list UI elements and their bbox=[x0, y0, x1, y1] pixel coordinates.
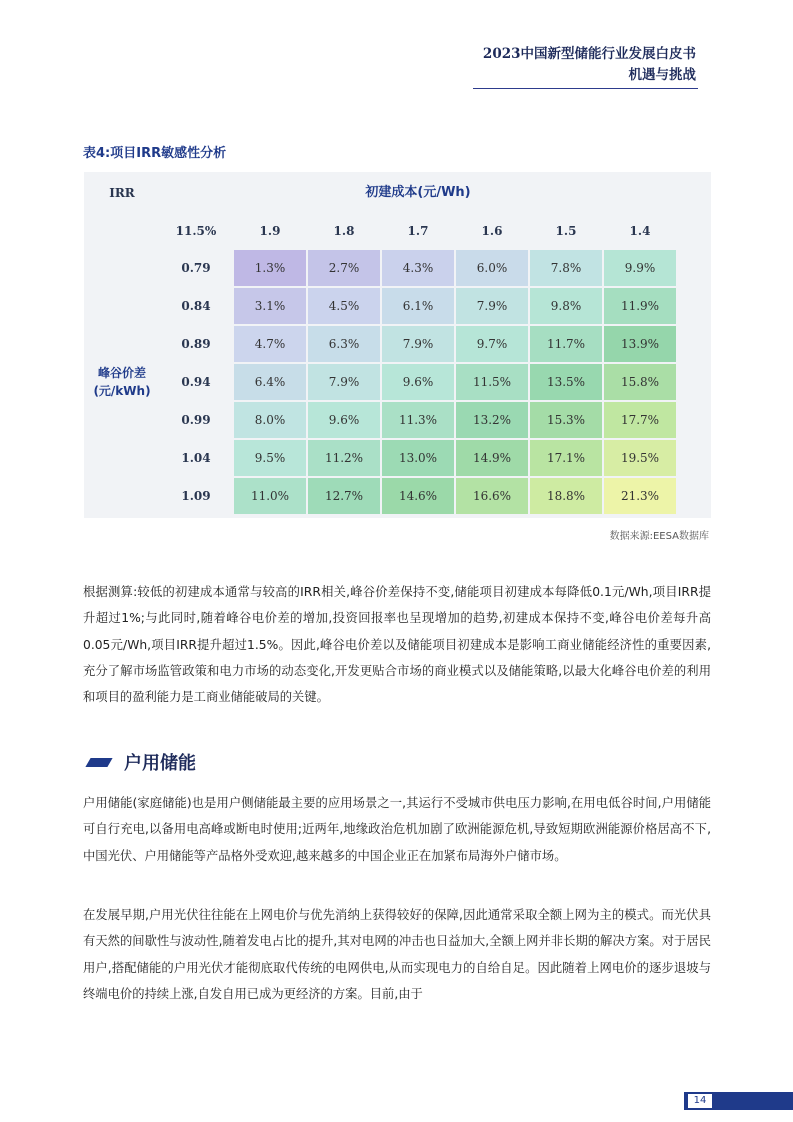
table-cell: 13.0% bbox=[382, 440, 454, 476]
table-cell: 19.5% bbox=[604, 440, 676, 476]
row-group-label-line2: (元/kWh) bbox=[93, 384, 151, 398]
data-source: 数据来源:EESA数据库 bbox=[609, 531, 709, 542]
table-corner-label: IRR bbox=[109, 186, 135, 200]
table-cell: 9.9% bbox=[604, 250, 676, 286]
table-row bbox=[86, 402, 676, 438]
row-header: 0.99 bbox=[181, 413, 211, 427]
table-cell: 13.5% bbox=[530, 364, 602, 400]
table-cell: 16.6% bbox=[456, 478, 528, 514]
row-header: 1.09 bbox=[181, 489, 211, 503]
table-cell: 9.8% bbox=[530, 288, 602, 324]
header-divider bbox=[473, 88, 698, 89]
column-header: 1.7 bbox=[407, 224, 429, 238]
table-title: 表4:项目IRR敏感性分析 bbox=[83, 146, 227, 161]
table-cell: 14.9% bbox=[456, 440, 528, 476]
table-cell: 17.1% bbox=[530, 440, 602, 476]
table-cell: 2.7% bbox=[308, 250, 380, 286]
row-header: 0.89 bbox=[181, 337, 211, 351]
paragraph-irr-analysis: 根据测算:较低的初建成本通常与较高的IRR相关,峰谷价差保持不变,储能项目初建成本每降低0.1元/Wh,项目IRR提升超过1%;与此同时,随着峰谷电价差的增加,投资回报率也呈现增加的趋势,初建成本保持不变,峰谷电价差每升高0.05元/Wh,项目IRR提升超过1.5%。因此,峰谷电价差以及储能项目初建成本是影响工商业储能经济性的重要因素,充分了解市场监管政策和电力市场的动态变化,开发更贴合市场的商业模式以及储能策略,以最大化峰谷电价差的利用和项目的盈利能力是工商业储能破局的关键。 bbox=[83, 585, 711, 705]
table-cell: 3.1% bbox=[234, 288, 306, 324]
table-row bbox=[86, 478, 676, 514]
table-cell: 14.6% bbox=[382, 478, 454, 514]
column-header: 1.6 bbox=[481, 224, 503, 238]
table-cell: 9.6% bbox=[382, 364, 454, 400]
table-cell: 4.5% bbox=[308, 288, 380, 324]
page-number: 14 bbox=[688, 1094, 712, 1108]
header-subtitle: 机遇与挑战 bbox=[628, 67, 696, 83]
table-cell: 13.2% bbox=[456, 402, 528, 438]
table-cell: 7.9% bbox=[382, 326, 454, 362]
table-cell: 12.7% bbox=[308, 478, 380, 514]
paragraph-home-storage-intro: 户用储能(家庭储能)也是用户侧储能最主要的应用场景之一,其运行不受城市供电压力影响,在用电低谷时间,户用储能可自行充电,以备用电高峰或断电时使用;近两年,地缘政治危机加剧了欧洲能源危机,导致短期欧洲能源价格居高不下,中国光伏、户用储能等产品格外受欢迎,越来越多的中国企业正在加紧布局海外户储市场。 bbox=[83, 796, 711, 863]
table-row bbox=[86, 288, 676, 324]
table-cell: 15.8% bbox=[604, 364, 676, 400]
row-header: 0.79 bbox=[181, 261, 211, 275]
irr-sensitivity-table bbox=[84, 172, 711, 518]
paragraph-home-storage-development: 在发展早期,户用光伏往往能在上网电价与优先消纳上获得较好的保障,因此通常采取全额上网为主的模式。而光伏具有天然的间歇性与波动性,随着发电占比的提升,其对电网的冲击也日益加大,全额上网并非长期的解决方案。对于居民用户,搭配储能的户用光伏才能彻底取代传统的电网供电,从而实现电力的自给自足。因此随着上网电价的逐步退坡与终端电价的持续上涨,自发自用已成为更经济的方案。目前,由于 bbox=[83, 908, 711, 1001]
table-cell: 6.3% bbox=[308, 326, 380, 362]
table-cell: 17.7% bbox=[604, 402, 676, 438]
section-marker-icon bbox=[85, 758, 112, 767]
table-row bbox=[86, 250, 676, 286]
table-cell: 6.4% bbox=[234, 364, 306, 400]
row-group-label-line1: 峰谷价差 bbox=[97, 366, 146, 380]
table-cell: 8.0% bbox=[234, 402, 306, 438]
table-cell: 11.5% bbox=[456, 364, 528, 400]
table-cell: 15.3% bbox=[530, 402, 602, 438]
column-header: 1.8 bbox=[333, 224, 355, 238]
table-cell: 11.3% bbox=[382, 402, 454, 438]
header-title: 2023中国新型储能行业发展白皮书 bbox=[482, 46, 696, 62]
section-title: 户用储能 bbox=[124, 753, 196, 774]
table-cell: 9.5% bbox=[234, 440, 306, 476]
table-cell: 7.9% bbox=[456, 288, 528, 324]
column-group-label: 初建成本(元/Wh) bbox=[365, 185, 471, 200]
section-heading bbox=[88, 749, 196, 775]
row-header: 0.84 bbox=[181, 299, 211, 313]
table-cell: 18.8% bbox=[530, 478, 602, 514]
table-cell: 7.9% bbox=[308, 364, 380, 400]
table-cell: 21.3% bbox=[604, 478, 676, 514]
table-cell: 13.9% bbox=[604, 326, 676, 362]
table-row bbox=[86, 326, 676, 362]
table-cell: 6.0% bbox=[456, 250, 528, 286]
running-header bbox=[483, 44, 696, 86]
table-cell: 11.9% bbox=[604, 288, 676, 324]
table-cell: 9.7% bbox=[456, 326, 528, 362]
table-cell: 4.7% bbox=[234, 326, 306, 362]
column-header: 1.4 bbox=[629, 224, 651, 238]
table-cell: 1.3% bbox=[234, 250, 306, 286]
table-cell: 11.0% bbox=[234, 478, 306, 514]
column-header: 1.9 bbox=[259, 224, 281, 238]
column-header: 1.5 bbox=[555, 224, 577, 238]
table-row bbox=[86, 440, 676, 476]
table-cell: 9.6% bbox=[308, 402, 380, 438]
table-cell: 7.8% bbox=[530, 250, 602, 286]
table-row bbox=[86, 364, 676, 400]
row-group-label bbox=[86, 250, 158, 514]
table-cell: 6.1% bbox=[382, 288, 454, 324]
base-irr: 11.5% bbox=[175, 224, 217, 238]
table-cell: 11.7% bbox=[530, 326, 602, 362]
row-header: 0.94 bbox=[181, 375, 211, 389]
table-cell: 4.3% bbox=[382, 250, 454, 286]
row-header: 1.04 bbox=[181, 451, 211, 465]
table-cell: 11.2% bbox=[308, 440, 380, 476]
